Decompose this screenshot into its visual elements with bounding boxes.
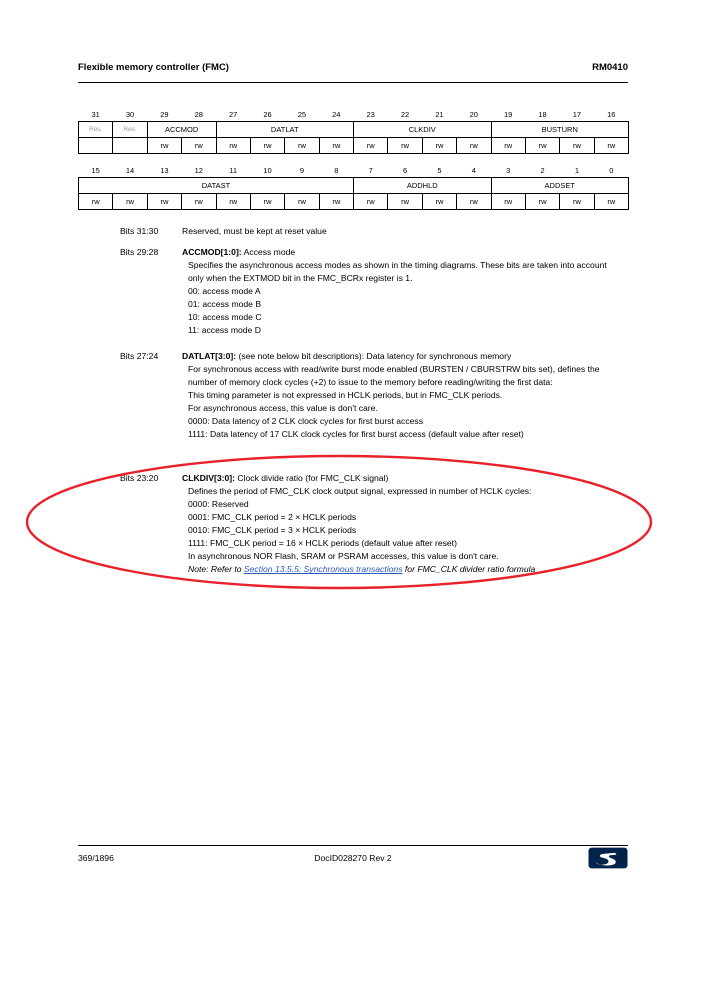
bit-description-2928 xyxy=(120,246,630,337)
bit-number-cell: 1 xyxy=(574,165,580,175)
bit-field-cell: DATAST xyxy=(79,178,354,194)
bit-body-line: 0010: FMC_CLK period = 3 × HCLK periods xyxy=(188,525,357,536)
bit-title xyxy=(182,350,622,363)
bit-access-cell: rw xyxy=(422,138,456,154)
bit-access-cell: rw xyxy=(147,194,181,210)
note-label: Note: xyxy=(188,564,209,575)
bit-access-cell: rw xyxy=(457,138,491,154)
section-link[interactable]: Section 13.5.5: Synchronous transactions xyxy=(243,564,403,575)
bit-title xyxy=(182,472,622,485)
bit-access-cell: rw xyxy=(113,194,147,210)
bit-number-row-low xyxy=(79,163,629,178)
bit-number-cell: 16 xyxy=(607,109,616,119)
bit-access-cell: rw xyxy=(560,194,594,210)
bit-access-cell: rw xyxy=(354,194,388,210)
bit-field-name: ACCMOD[1:0]: xyxy=(182,247,242,257)
bit-access-cell xyxy=(79,138,113,154)
bit-access-cell: rw xyxy=(182,138,216,154)
bit-number-cell: 30 xyxy=(125,109,135,119)
bit-body-line: 1111: FMC_CLK period = 16 × HCLK periods (default value after reset) xyxy=(188,538,457,549)
bit-body-line: 10: access mode C xyxy=(188,312,262,323)
header-left-title: Flexible memory controller (FMC) xyxy=(78,62,229,73)
document-id: DocID028270 Rev 2 xyxy=(314,853,392,863)
bit-note xyxy=(188,563,618,576)
bit-body-line: For asynchronous access, this value is don't care. xyxy=(188,403,378,414)
footer-divider xyxy=(78,845,628,846)
bit-access-cell: rw xyxy=(285,194,319,210)
bit-title-rest: Access mode xyxy=(241,247,296,257)
bit-number-cell: 9 xyxy=(299,165,305,175)
bit-number-cell: 14 xyxy=(125,165,135,175)
bit-number-cell: 8 xyxy=(334,165,339,175)
bit-number-cell: 6 xyxy=(402,165,408,175)
bit-access-cell: rw xyxy=(147,138,181,154)
bit-access-cell: rw xyxy=(388,138,422,154)
bit-body-line: 0000: Data latency of 2 CLK clock cycles for first burst access xyxy=(188,416,423,427)
bit-description-2320 xyxy=(120,472,630,577)
bit-access-cell xyxy=(113,138,147,154)
bit-range-label: Bits 31:30 xyxy=(120,226,159,236)
bit-field-cell: BUSTURN xyxy=(491,122,629,138)
page-number: 369/1896 xyxy=(78,853,114,863)
bit-number-cell: 20 xyxy=(469,109,478,119)
bit-number-cell: 7 xyxy=(368,165,373,175)
note-post: for FMC_CLK divider ratio formula xyxy=(402,564,536,575)
bit-access-cell: rw xyxy=(250,194,284,210)
bit-number-cell: 5 xyxy=(437,165,442,175)
bit-body-line: 00: access mode A xyxy=(188,286,261,297)
bit-access-cell: rw xyxy=(319,138,353,154)
bit-range-label: Bits 23:20 xyxy=(120,473,159,483)
bit-access-cell: rw xyxy=(319,194,353,210)
bit-field-row-low xyxy=(79,178,629,194)
bit-body xyxy=(188,485,618,576)
bit-number-cell: 23 xyxy=(366,109,375,119)
bit-body xyxy=(188,363,618,441)
register-bit-table-low xyxy=(78,163,629,210)
bit-access-cell: rw xyxy=(491,194,525,210)
bit-body-line: In asynchronous NOR Flash, SRAM or PSRAM accesses, this value is don't care. xyxy=(188,551,499,562)
bit-access-cell: rw xyxy=(422,194,456,210)
bit-body xyxy=(188,259,618,337)
bit-access-cell: rw xyxy=(457,194,491,210)
bit-number-cell: 15 xyxy=(91,165,100,175)
bit-title: Reserved, must be kept at reset value xyxy=(182,226,327,236)
bit-body-line: 11: access mode D xyxy=(188,325,261,336)
page-header xyxy=(78,62,628,73)
bit-number-cell: 12 xyxy=(194,165,203,175)
bit-number-cell: 27 xyxy=(229,109,238,119)
bit-access-cell: rw xyxy=(525,138,559,154)
bit-field-cell: ADDHLD xyxy=(354,178,492,194)
bit-access-cell: rw xyxy=(216,194,250,210)
bit-access-cell: rw xyxy=(354,138,388,154)
bit-field-cell: ACCMOD xyxy=(147,122,216,138)
bit-description-2724 xyxy=(120,350,630,441)
bit-access-cell: rw xyxy=(491,138,525,154)
bit-number-cell: 17 xyxy=(572,109,582,119)
bit-access-cell: rw xyxy=(285,138,319,154)
bit-number-cell: 11 xyxy=(229,165,238,175)
bit-field-cell: Res. xyxy=(113,122,147,138)
bit-field-cell: ADDSET xyxy=(491,178,629,194)
bit-field-cell: DATLAT xyxy=(216,122,354,138)
bit-number-cell: 26 xyxy=(263,109,272,119)
bit-number-cell: 0 xyxy=(609,165,614,175)
bit-number-cell: 21 xyxy=(435,109,444,119)
bit-number-cell: 22 xyxy=(400,109,410,119)
bit-title xyxy=(182,246,622,259)
bit-access-cell: rw xyxy=(560,138,594,154)
bit-number-cell: 28 xyxy=(194,109,203,119)
bit-body-line: 0000: Reserved xyxy=(188,499,249,510)
bit-body-line: 1111: Data latency of 17 CLK clock cycles for first burst access (default value after reset) xyxy=(188,429,524,440)
bit-number-cell: 25 xyxy=(297,109,307,119)
bit-number-cell: 29 xyxy=(160,109,169,119)
bit-body-line: This timing parameter is not expressed in HCLK periods, but in FMC_CLK periods. xyxy=(188,390,503,401)
bit-number-cell: 13 xyxy=(160,165,169,175)
bit-access-cell: rw xyxy=(79,194,113,210)
bit-number-cell: 10 xyxy=(263,165,272,175)
bit-field-name: DATLAT[3:0]: xyxy=(182,351,237,361)
header-right-title: RM0410 xyxy=(592,62,628,73)
bit-body-line: 01: access mode B xyxy=(188,299,262,310)
bit-number-cell: 19 xyxy=(504,109,513,119)
bit-field-row-high xyxy=(79,122,629,138)
bit-field-name: CLKDIV[3:0]: xyxy=(182,473,235,483)
note-pre: Refer to xyxy=(208,564,244,575)
bit-access-cell: rw xyxy=(594,138,628,154)
bit-description-3130 xyxy=(120,225,630,238)
bit-access-cell: rw xyxy=(594,194,628,210)
bit-access-cell: rw xyxy=(216,138,250,154)
bit-number-row-high xyxy=(79,107,629,122)
bit-access-cell: rw xyxy=(250,138,284,154)
register-bit-table-high xyxy=(78,107,629,154)
bit-number-cell: 31 xyxy=(91,109,100,119)
bit-range-label: Bits 29:28 xyxy=(120,247,159,257)
bit-title-rest: Clock divide ratio (for FMC_CLK signal) xyxy=(235,473,389,483)
bit-number-cell: 3 xyxy=(506,165,511,175)
bit-body-line: 0001: FMC_CLK period = 2 × HCLK periods xyxy=(188,512,357,523)
bit-field-cell: CLKDIV xyxy=(354,122,492,138)
bit-access-cell: rw xyxy=(525,194,559,210)
header-divider xyxy=(78,82,628,83)
bit-range-label: Bits 27:24 xyxy=(120,351,159,361)
bit-number-cell: 24 xyxy=(332,109,341,119)
bit-number-cell: 2 xyxy=(540,165,545,175)
bit-access-cell: rw xyxy=(182,194,216,210)
bit-access-row-high xyxy=(79,138,629,154)
bit-field-cell: Res. xyxy=(79,122,113,138)
bit-access-row-low xyxy=(79,194,629,210)
st-logo-icon xyxy=(588,845,628,871)
bit-body-line: For synchronous access with read/write burst mode enabled (BURSTEN / CBURSTRW bits set), defines the number of memory clock cycles (+2) to issue to the memory before reading/writing the first data: xyxy=(188,364,600,388)
bit-number-cell: 4 xyxy=(471,165,476,175)
bit-body-line: Specifies the asynchronous access modes as shown in the timing diagrams. These bits are taken into account only when the EXTMOD bit in the FMC_BCRx register is 1. xyxy=(188,260,607,284)
bit-title-rest: (see note below bit descriptions): Data latency for synchronous memory xyxy=(236,351,512,361)
bit-access-cell: rw xyxy=(388,194,422,210)
bit-number-cell: 18 xyxy=(538,109,547,119)
bit-body-line: Defines the period of FMC_CLK clock output signal, expressed in number of HCLK cycles: xyxy=(188,486,532,497)
